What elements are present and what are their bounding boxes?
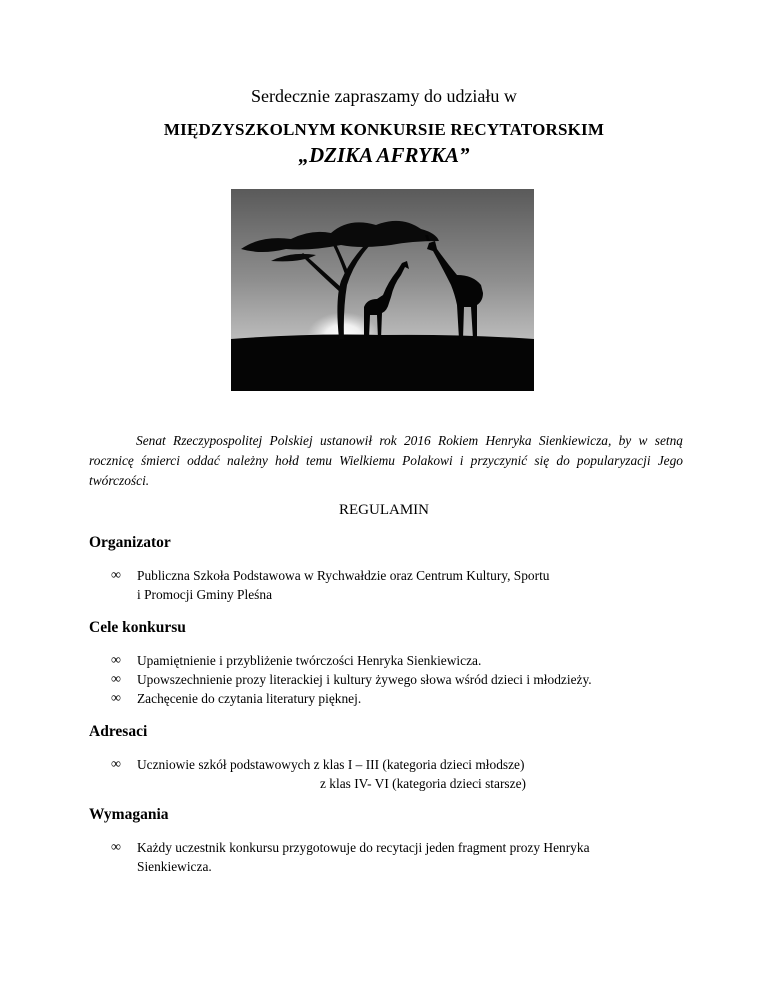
list-item-text: Zachęcenie do czytania literatury pięknej.	[137, 691, 362, 706]
section-adresaci	[89, 723, 709, 793]
section-organizator	[89, 534, 709, 604]
list-item	[89, 689, 709, 708]
list-item	[89, 566, 709, 604]
list-item	[89, 838, 709, 876]
senate-text: Senat Rzeczypospolitej Polskiej ustanowił rok 2016 Rokiem Henryka Sienkiewicza, by w setną rocznicę śmierci oddać należny hołd temu Wielkiemu Polakowi i przyczynić się do popularyzacji Jego twórczości.	[89, 433, 683, 488]
infinity-bullet-icon: ∞	[111, 568, 121, 583]
infinity-bullet-icon: ∞	[111, 672, 121, 687]
list-item	[89, 670, 709, 689]
section-heading: Organizator	[89, 534, 171, 551]
list-item	[89, 755, 709, 793]
list-item-text: Uczniowie szkół podstawowych z klas I – III (kategoria dzieci młodsze)	[137, 757, 525, 772]
intro-text: Serdecznie zapraszamy do udziału w	[251, 86, 517, 106]
list-item-text: Każdy uczestnik konkursu przygotowuje do recytacji jeden fragment prozy Henryka	[137, 840, 590, 855]
section-heading: Cele konkursu	[89, 619, 186, 636]
list-item-text: Publiczna Szkoła Podstawowa w Rychwałdzie oraz Centrum Kultury, Sportu	[137, 568, 550, 583]
list-item-text-continued: i Promocji Gminy Pleśna	[137, 587, 273, 602]
contest-title: MIĘDZYSZKOLNYM KONKURSIE RECYTATORSKIM	[163, 120, 605, 139]
giraffes-sunset-photo	[231, 189, 534, 391]
infinity-bullet-icon: ∞	[111, 653, 121, 668]
section-cele	[89, 619, 709, 708]
list-item-text-continued: Sienkiewicza.	[137, 859, 212, 874]
section-heading: Adresaci	[89, 723, 148, 740]
list-item-text: Upowszechnienie prozy literackiej i kultury żywego słowa wśród dzieci i młodzieży.	[137, 672, 592, 687]
section-wymagania	[89, 806, 709, 876]
infinity-bullet-icon: ∞	[111, 840, 121, 855]
list-item	[89, 651, 709, 670]
contest-subtitle: „DZIKA AFRYKA”	[298, 143, 470, 167]
list-item-text-continued: z klas IV- VI (kategoria dzieci starsze)	[320, 776, 526, 791]
regulamin-heading: REGULAMIN	[339, 502, 429, 518]
section-heading: Wymagania	[89, 806, 169, 823]
infinity-bullet-icon: ∞	[111, 691, 121, 706]
senate-statement	[89, 431, 683, 491]
infinity-bullet-icon: ∞	[111, 757, 121, 772]
list-item-text: Upamiętnienie i przybliżenie twórczości Henryka Sienkiewicza.	[137, 653, 482, 668]
